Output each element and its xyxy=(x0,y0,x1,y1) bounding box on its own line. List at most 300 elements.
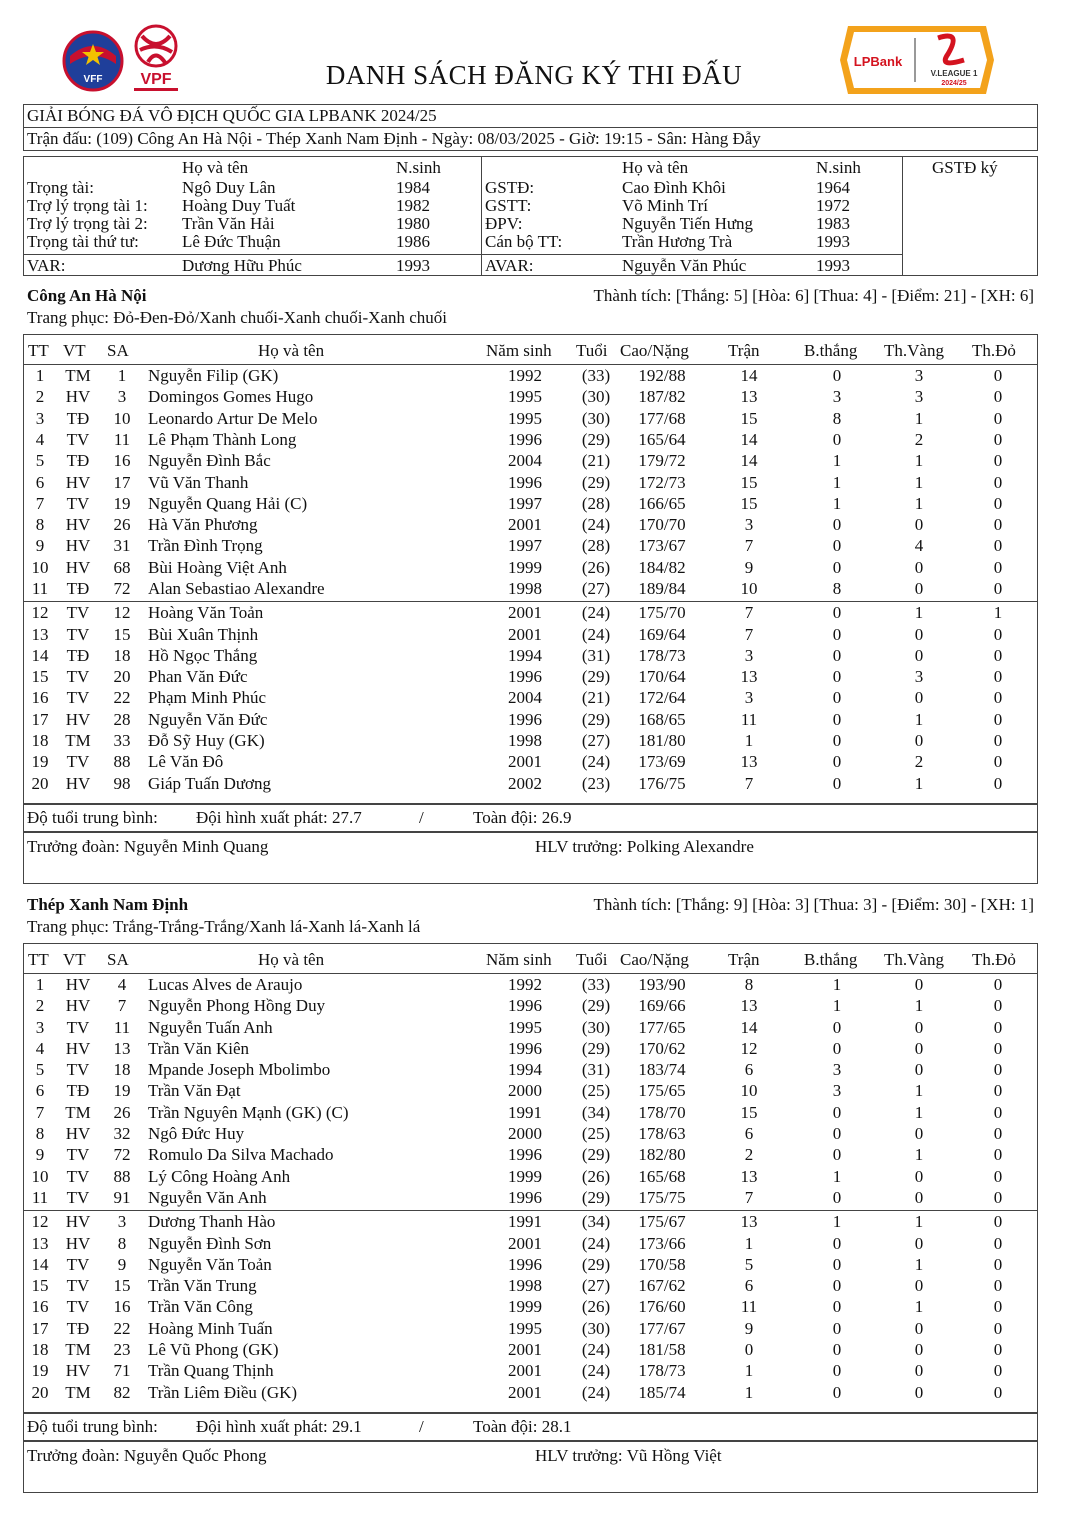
table-cell: 14 xyxy=(740,430,758,449)
column-header: Trận xyxy=(728,950,760,969)
table-cell: TV xyxy=(66,430,90,449)
official-name: Cao Đình Khôi xyxy=(622,178,726,197)
table-cell: Trần Quang Thịnh xyxy=(148,1361,274,1380)
table-cell: 3 xyxy=(914,667,924,686)
table-cell: 1 xyxy=(914,409,924,428)
table-cell: TV xyxy=(66,1255,90,1274)
table-cell: Đỗ Sỹ Huy (GK) xyxy=(148,731,265,750)
table-cell: 4 xyxy=(35,430,45,449)
page-title: DANH SÁCH ĐĂNG KÝ THI ĐẤU xyxy=(325,60,743,90)
team-name: Thép Xanh Nam Định xyxy=(27,895,189,914)
table-row xyxy=(0,1081,1068,1101)
table-cell: 3 xyxy=(914,366,924,385)
table-cell: 15 xyxy=(31,1276,49,1295)
table-cell: 179/72 xyxy=(638,451,686,470)
table-cell: 0 xyxy=(914,1124,924,1143)
table-cell: TV xyxy=(66,1145,90,1164)
table-cell: 0 xyxy=(832,1039,842,1058)
table-cell: 181/80 xyxy=(638,731,686,750)
table-cell: (21) xyxy=(581,451,611,470)
table-cell: 6 xyxy=(744,1124,754,1143)
team-manager: Trưởng đoàn: Nguyễn Minh Quang xyxy=(27,837,269,856)
table-cell: 1 xyxy=(832,473,842,492)
table-cell: 175/70 xyxy=(638,603,686,622)
table-cell: 1 xyxy=(35,366,45,385)
official-year: 1993 xyxy=(816,232,850,251)
officials-col-sign: GSTĐ ký xyxy=(932,158,998,177)
official-year: 1982 xyxy=(396,196,430,215)
table-cell: 3 xyxy=(832,387,842,406)
table-cell: 9 xyxy=(117,1255,127,1274)
table-cell: 1 xyxy=(832,1167,842,1186)
table-cell: 0 xyxy=(832,366,842,385)
table-cell: (27) xyxy=(581,1276,611,1295)
table-cell: TV xyxy=(66,1060,90,1079)
avg-age-slash: / xyxy=(419,1417,424,1436)
table-cell: 2001 xyxy=(508,1361,542,1380)
table-cell: Bùi Hoàng Việt Anh xyxy=(148,558,287,577)
table-cell: 15 xyxy=(740,473,758,492)
table-cell: 7 xyxy=(744,625,754,644)
table-cell: 189/84 xyxy=(638,579,686,598)
table-cell: (28) xyxy=(581,536,611,555)
table-cell: TĐ xyxy=(66,451,90,470)
table-cell: 0 xyxy=(832,603,842,622)
table-cell: 0 xyxy=(993,473,1003,492)
table-cell: 71 xyxy=(113,1361,131,1380)
table-cell: 7 xyxy=(35,494,45,513)
officials-col-birth-2: N.sinh xyxy=(816,158,861,177)
table-row xyxy=(0,515,1068,535)
table-cell: 177/68 xyxy=(638,409,686,428)
table-cell: 175/75 xyxy=(638,1188,686,1207)
avg-age-team: Toàn đội: 26.9 xyxy=(473,808,572,827)
avg-age-label: Độ tuổi trung bình: xyxy=(27,1417,158,1436)
table-cell: 18 xyxy=(113,646,131,665)
table-cell: 4 xyxy=(117,975,127,994)
table-cell: 1998 xyxy=(508,579,542,598)
official-name: Trần Văn Hải xyxy=(182,214,275,233)
table-cell: (29) xyxy=(581,667,611,686)
table-cell: 0 xyxy=(914,1319,924,1338)
table-cell: 0 xyxy=(832,1319,842,1338)
starters-divider xyxy=(23,1210,1038,1211)
table-cell: 9 xyxy=(744,558,754,577)
table-cell: Mpande Joseph Mbolimbo xyxy=(148,1060,331,1079)
table-cell: 0 xyxy=(993,409,1003,428)
table-cell: 2001 xyxy=(508,1234,542,1253)
table-cell: 6 xyxy=(744,1276,754,1295)
table-cell: 2002 xyxy=(508,774,542,793)
table-cell: 0 xyxy=(993,1060,1003,1079)
table-cell: 33 xyxy=(113,731,131,750)
table-cell: 0 xyxy=(993,688,1003,707)
table-cell: 0 xyxy=(832,1145,842,1164)
head-coach: HLV trưởng: Polking Alexandre xyxy=(535,837,754,856)
table-cell: 2001 xyxy=(508,1340,542,1359)
table-cell: 1 xyxy=(744,1361,754,1380)
table-cell: 193/90 xyxy=(638,975,686,994)
table-cell: 0 xyxy=(993,731,1003,750)
table-cell: 2000 xyxy=(508,1124,542,1143)
table-cell: Trần Văn Trung xyxy=(148,1276,257,1295)
table-cell: (30) xyxy=(581,387,611,406)
table-row xyxy=(0,1255,1068,1275)
table-cell: (33) xyxy=(581,366,611,385)
table-cell: Nguyễn Quang Hải (C) xyxy=(148,494,308,513)
table-cell: 0 xyxy=(993,494,1003,513)
table-cell: 175/65 xyxy=(638,1081,686,1100)
table-row xyxy=(0,774,1068,794)
table-cell: 1 xyxy=(993,603,1003,622)
table-cell: 0 xyxy=(832,1103,842,1122)
table-cell: 182/80 xyxy=(638,1145,686,1164)
table-cell: 12 xyxy=(113,603,131,622)
table-cell: TV xyxy=(66,688,90,707)
official-role: Trọng tài: xyxy=(27,178,94,197)
table-cell: Hà Văn Phương xyxy=(148,515,258,534)
avg-age-starting: Đội hình xuất phát: 27.7 xyxy=(196,808,362,827)
table-cell: 1 xyxy=(117,366,127,385)
table-cell: 7 xyxy=(744,603,754,622)
table-cell: 0 xyxy=(914,646,924,665)
table-cell: 0 xyxy=(993,1039,1003,1058)
table-cell: 13 xyxy=(740,1167,758,1186)
team-kit: Trang phục: Đỏ-Đen-Đỏ/Xanh chuối-Xanh chuối-Xanh chuối xyxy=(27,308,448,327)
table-cell: 0 xyxy=(993,1319,1003,1338)
table-cell: 11 xyxy=(740,710,758,729)
table-cell: 5 xyxy=(744,1255,754,1274)
svg-text:VFF: VFF xyxy=(83,74,103,85)
table-cell: (29) xyxy=(581,1039,611,1058)
table-cell: (34) xyxy=(581,1212,611,1231)
table-cell: Trần Liêm Điều (GK) xyxy=(148,1383,298,1402)
table-cell: TM xyxy=(65,1103,91,1122)
table-row xyxy=(0,1167,1068,1187)
table-cell: 88 xyxy=(113,1167,131,1186)
table-cell: (29) xyxy=(581,473,611,492)
table-row xyxy=(0,996,1068,1016)
table-cell: 0 xyxy=(993,1212,1003,1231)
table-cell: 166/65 xyxy=(638,494,686,513)
table-cell: Trần Văn Công xyxy=(148,1297,253,1316)
table-cell: 1 xyxy=(832,1212,842,1231)
table-row xyxy=(0,579,1068,599)
table-cell: 11 xyxy=(113,430,131,449)
table-cell: 0 xyxy=(832,667,842,686)
table-cell: 1 xyxy=(914,494,924,513)
table-cell: 170/70 xyxy=(638,515,686,534)
table-cell: 23 xyxy=(113,1340,131,1359)
table-cell: Dương Thanh Hào xyxy=(148,1212,276,1231)
column-header: Họ và tên xyxy=(258,341,325,360)
table-cell: 1 xyxy=(914,710,924,729)
table-cell: 0 xyxy=(832,688,842,707)
table-cell: Lý Công Hoàng Anh xyxy=(148,1167,291,1186)
table-row xyxy=(0,1234,1068,1254)
table-cell: 16 xyxy=(113,1297,131,1316)
table-cell: 173/67 xyxy=(638,536,686,555)
table-cell: HV xyxy=(65,387,91,406)
table-cell: 0 xyxy=(993,451,1003,470)
head-coach: HLV trưởng: Vũ Hồng Việt xyxy=(535,1446,722,1465)
column-header: Cao/Nặng xyxy=(620,341,689,360)
table-cell: 192/88 xyxy=(638,366,686,385)
table-cell: 82 xyxy=(113,1383,131,1402)
table-cell: TV xyxy=(66,1018,90,1037)
table-cell: 0 xyxy=(993,1340,1003,1359)
table-cell: 3 xyxy=(35,409,45,428)
table-cell: 1999 xyxy=(508,1167,542,1186)
table-cell: (30) xyxy=(581,1319,611,1338)
table-cell: (26) xyxy=(581,1167,611,1186)
table-cell: 169/64 xyxy=(638,625,686,644)
official-year: 1983 xyxy=(816,214,850,233)
table-cell: 170/58 xyxy=(638,1255,686,1274)
table-cell: 8 xyxy=(832,579,842,598)
table-cell: 0 xyxy=(914,1060,924,1079)
table-cell: 0 xyxy=(993,975,1003,994)
table-cell: 1 xyxy=(914,1103,924,1122)
table-row xyxy=(0,430,1068,450)
table-cell: 165/68 xyxy=(638,1167,686,1186)
var-name: Dương Hữu Phúc xyxy=(182,256,302,275)
table-row xyxy=(0,731,1068,751)
table-cell: 0 xyxy=(914,625,924,644)
svg-text:2024/25: 2024/25 xyxy=(941,80,967,87)
table-cell: 0 xyxy=(993,1103,1003,1122)
table-cell: 1996 xyxy=(508,667,542,686)
table-row xyxy=(0,646,1068,666)
official-role: Trọng tài thứ tư: xyxy=(27,232,139,251)
table-cell: HV xyxy=(65,1124,91,1143)
team-record: Thành tích: [Thắng: 5] [Hòa: 6] [Thua: 4] - [Điểm: 21] - [XH: 6] xyxy=(593,286,1034,305)
table-cell: 0 xyxy=(914,1383,924,1402)
table-cell: 0 xyxy=(914,1167,924,1186)
table-cell: 15 xyxy=(740,1103,758,1122)
table-cell: 187/82 xyxy=(638,387,686,406)
table-cell: 1998 xyxy=(508,1276,542,1295)
table-cell: 8 xyxy=(744,975,754,994)
table-cell: 0 xyxy=(993,710,1003,729)
table-row xyxy=(0,451,1068,471)
table-cell: 0 xyxy=(832,1124,842,1143)
table-cell: 18 xyxy=(31,1340,49,1359)
table-cell: Ngô Đức Huy xyxy=(148,1124,245,1143)
table-cell: (28) xyxy=(581,494,611,513)
table-cell: HV xyxy=(65,473,91,492)
table-cell: 9 xyxy=(35,536,45,555)
column-header: SA xyxy=(107,950,129,969)
table-cell: 0 xyxy=(832,1361,842,1380)
table-cell: 1994 xyxy=(508,646,542,665)
table-cell: 1 xyxy=(914,1297,924,1316)
table-cell: 22 xyxy=(113,1319,131,1338)
table-cell: 19 xyxy=(113,1081,131,1100)
table-cell: 12 xyxy=(740,1039,758,1058)
table-cell: 17 xyxy=(31,1319,49,1338)
table-cell: 0 xyxy=(993,1018,1003,1037)
table-cell: 17 xyxy=(31,710,49,729)
table-cell: 15 xyxy=(113,1276,131,1295)
table-cell: 185/74 xyxy=(638,1383,686,1402)
column-header: B.thắng xyxy=(804,950,858,969)
table-cell: 0 xyxy=(993,646,1003,665)
team-kit: Trang phục: Trắng-Trắng-Trắng/Xanh lá-Xanh lá-Xanh lá xyxy=(27,917,421,936)
table-cell: 0 xyxy=(993,558,1003,577)
table-cell: 0 xyxy=(993,774,1003,793)
official-year: 1972 xyxy=(816,196,850,215)
table-cell: 2 xyxy=(744,1145,754,1164)
table-cell: 178/70 xyxy=(638,1103,686,1122)
table-cell: 178/73 xyxy=(638,1361,686,1380)
table-row xyxy=(0,1297,1068,1317)
table-cell: (24) xyxy=(581,515,611,534)
table-cell: 0 xyxy=(993,387,1003,406)
column-header: Cao/Nặng xyxy=(620,950,689,969)
table-cell: 2001 xyxy=(508,752,542,771)
var-year: 1993 xyxy=(396,256,430,275)
table-cell: 10 xyxy=(31,1167,49,1186)
table-cell: (29) xyxy=(581,1188,611,1207)
table-cell: HV xyxy=(65,996,91,1015)
table-cell: 0 xyxy=(914,1039,924,1058)
table-cell: 169/66 xyxy=(638,996,686,1015)
table-cell: 1997 xyxy=(508,494,542,513)
table-cell: 0 xyxy=(832,1297,842,1316)
table-row xyxy=(0,1124,1068,1144)
official-year: 1984 xyxy=(396,178,430,197)
table-cell: 7 xyxy=(744,536,754,555)
table-cell: 0 xyxy=(832,752,842,771)
table-cell: 3 xyxy=(744,646,754,665)
table-cell: (33) xyxy=(581,975,611,994)
table-cell: 11 xyxy=(740,1297,758,1316)
table-cell: 19 xyxy=(31,1361,49,1380)
table-cell: TM xyxy=(65,1383,91,1402)
official-year: 1964 xyxy=(816,178,850,197)
svg-text:V.LEAGUE 1: V.LEAGUE 1 xyxy=(930,69,978,78)
table-cell: 10 xyxy=(740,1081,758,1100)
var-role: VAR: xyxy=(27,256,66,275)
table-cell: 3 xyxy=(744,515,754,534)
table-cell: 2001 xyxy=(508,603,542,622)
table-cell: 2000 xyxy=(508,1081,542,1100)
table-cell: 2001 xyxy=(508,625,542,644)
officials-col-name-2: Họ và tên xyxy=(622,158,689,177)
table-cell: 0 xyxy=(914,1018,924,1037)
table-cell: TM xyxy=(65,1340,91,1359)
table-cell: 0 xyxy=(832,1340,842,1359)
table-cell: 13 xyxy=(740,1212,758,1231)
table-row xyxy=(0,1383,1068,1403)
table-cell: TĐ xyxy=(66,1081,90,1100)
table-row xyxy=(0,1276,1068,1296)
avar-year: 1993 xyxy=(816,256,850,275)
table-row xyxy=(0,752,1068,772)
table-cell: 13 xyxy=(31,625,49,644)
table-cell: 0 xyxy=(993,1255,1003,1274)
table-cell: 2004 xyxy=(508,451,542,470)
table-cell: 9 xyxy=(35,1145,45,1164)
table-row xyxy=(0,1212,1068,1232)
avar-role: AVAR: xyxy=(485,256,534,275)
table-cell: (26) xyxy=(581,558,611,577)
table-cell: 0 xyxy=(914,731,924,750)
official-role: GSTĐ: xyxy=(485,178,535,197)
table-cell: (30) xyxy=(581,1018,611,1037)
column-header: Năm sinh xyxy=(486,341,552,360)
table-cell: Hoàng Minh Tuấn xyxy=(148,1319,273,1338)
table-cell: Nguyễn Đình Sơn xyxy=(148,1234,272,1253)
table-cell: 91 xyxy=(113,1188,131,1207)
table-cell: 11 xyxy=(113,1018,131,1037)
table-cell: Giáp Tuấn Dương xyxy=(148,774,272,793)
table-cell: TV xyxy=(66,625,90,644)
table-cell: 14 xyxy=(31,1255,49,1274)
table-cell: 168/65 xyxy=(638,710,686,729)
table-cell: 6 xyxy=(35,473,45,492)
table-cell: (23) xyxy=(581,774,611,793)
table-cell: 0 xyxy=(993,1383,1003,1402)
table-cell: 1 xyxy=(744,1383,754,1402)
table-cell: 3 xyxy=(117,387,127,406)
table-cell: 0 xyxy=(832,774,842,793)
table-row xyxy=(0,558,1068,578)
table-cell: 2 xyxy=(35,387,45,406)
column-header: Th.Đỏ xyxy=(972,341,1016,360)
svg-text:VPF: VPF xyxy=(140,71,172,88)
table-cell: (24) xyxy=(581,1340,611,1359)
table-cell: 1 xyxy=(914,451,924,470)
table-cell: (24) xyxy=(581,1234,611,1253)
table-cell: (25) xyxy=(581,1124,611,1143)
table-cell: 176/75 xyxy=(638,774,686,793)
team-record: Thành tích: [Thắng: 9] [Hòa: 3] [Thua: 3] - [Điểm: 30] - [XH: 1] xyxy=(593,895,1034,914)
table-cell: Phan Văn Đức xyxy=(148,667,248,686)
table-cell: 2004 xyxy=(508,688,542,707)
table-cell: 173/69 xyxy=(638,752,686,771)
official-role: ĐPV: xyxy=(485,214,523,233)
table-cell: Nguyễn Tuấn Anh xyxy=(148,1018,273,1037)
table-cell: 0 xyxy=(914,579,924,598)
table-cell: 20 xyxy=(31,1383,49,1402)
table-cell: 1995 xyxy=(508,1018,542,1037)
table-cell: 8 xyxy=(832,409,842,428)
table-cell: 0 xyxy=(993,1234,1003,1253)
table-cell: 14 xyxy=(740,366,758,385)
table-cell: Hồ Ngọc Thắng xyxy=(148,646,258,665)
table-cell: 1 xyxy=(914,1145,924,1164)
table-cell: 19 xyxy=(31,752,49,771)
table-cell: TV xyxy=(66,667,90,686)
table-cell: 14 xyxy=(740,1018,758,1037)
table-row xyxy=(0,1018,1068,1038)
table-cell: 0 xyxy=(832,1255,842,1274)
table-cell: 0 xyxy=(993,1188,1003,1207)
table-cell: 1999 xyxy=(508,558,542,577)
table-cell: 32 xyxy=(113,1124,131,1143)
table-cell: 1996 xyxy=(508,1145,542,1164)
table-cell: 0 xyxy=(993,1081,1003,1100)
table-cell: 183/74 xyxy=(638,1060,686,1079)
table-cell: Nguyễn Văn Anh xyxy=(148,1188,267,1207)
table-cell: (29) xyxy=(581,710,611,729)
table-cell: 0 xyxy=(993,1167,1003,1186)
table-cell: Lê Phạm Thành Long xyxy=(148,430,297,449)
table-cell: Trần Đình Trọng xyxy=(148,536,263,555)
table-cell: 12 xyxy=(31,603,49,622)
